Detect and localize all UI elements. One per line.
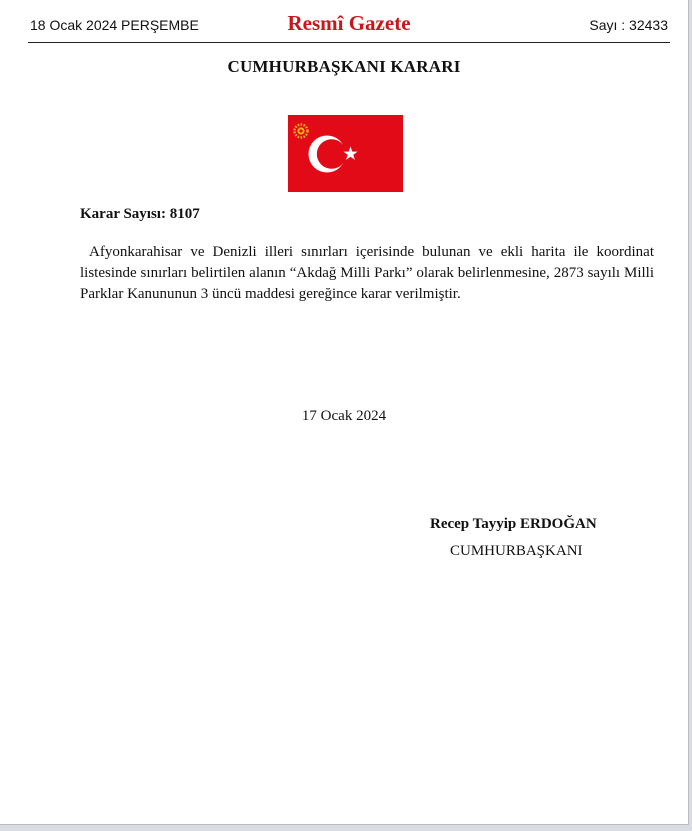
flag-icon xyxy=(288,115,403,192)
signer-title: CUMHURBAŞKANI xyxy=(450,543,583,559)
signer-name: Recep Tayyip ERDOĞAN xyxy=(430,516,597,532)
issue-number: Sayı : 32433 xyxy=(589,17,668,33)
body-line: Parklar Kanununun 3 üncü maddesi gereğince karar verilmiştir. xyxy=(80,286,461,302)
presidential-emblem xyxy=(288,115,403,192)
decision-number: Karar Sayısı: 8107 xyxy=(80,206,200,222)
gazette-name: Resmî Gazete xyxy=(287,11,411,35)
gazette-header xyxy=(28,8,670,43)
signature-date: 17 Ocak 2024 xyxy=(301,408,387,424)
document-title: CUMHURBAŞKANI KARARI xyxy=(227,57,461,76)
body-line: Afyonkarahisar ve Denizli illeri sınırları içerisinde bulunan ve ekli harita ile koordinat xyxy=(89,244,654,260)
decision-body xyxy=(80,242,654,305)
body-line: listesinde sınırları belirtilen alanın “Akdağ Milli Parkı” olarak belirlenmesine, 2873 sayılı Milli xyxy=(80,265,654,281)
header-date: 18 Ocak 2024 PERŞEMBE xyxy=(30,17,199,33)
